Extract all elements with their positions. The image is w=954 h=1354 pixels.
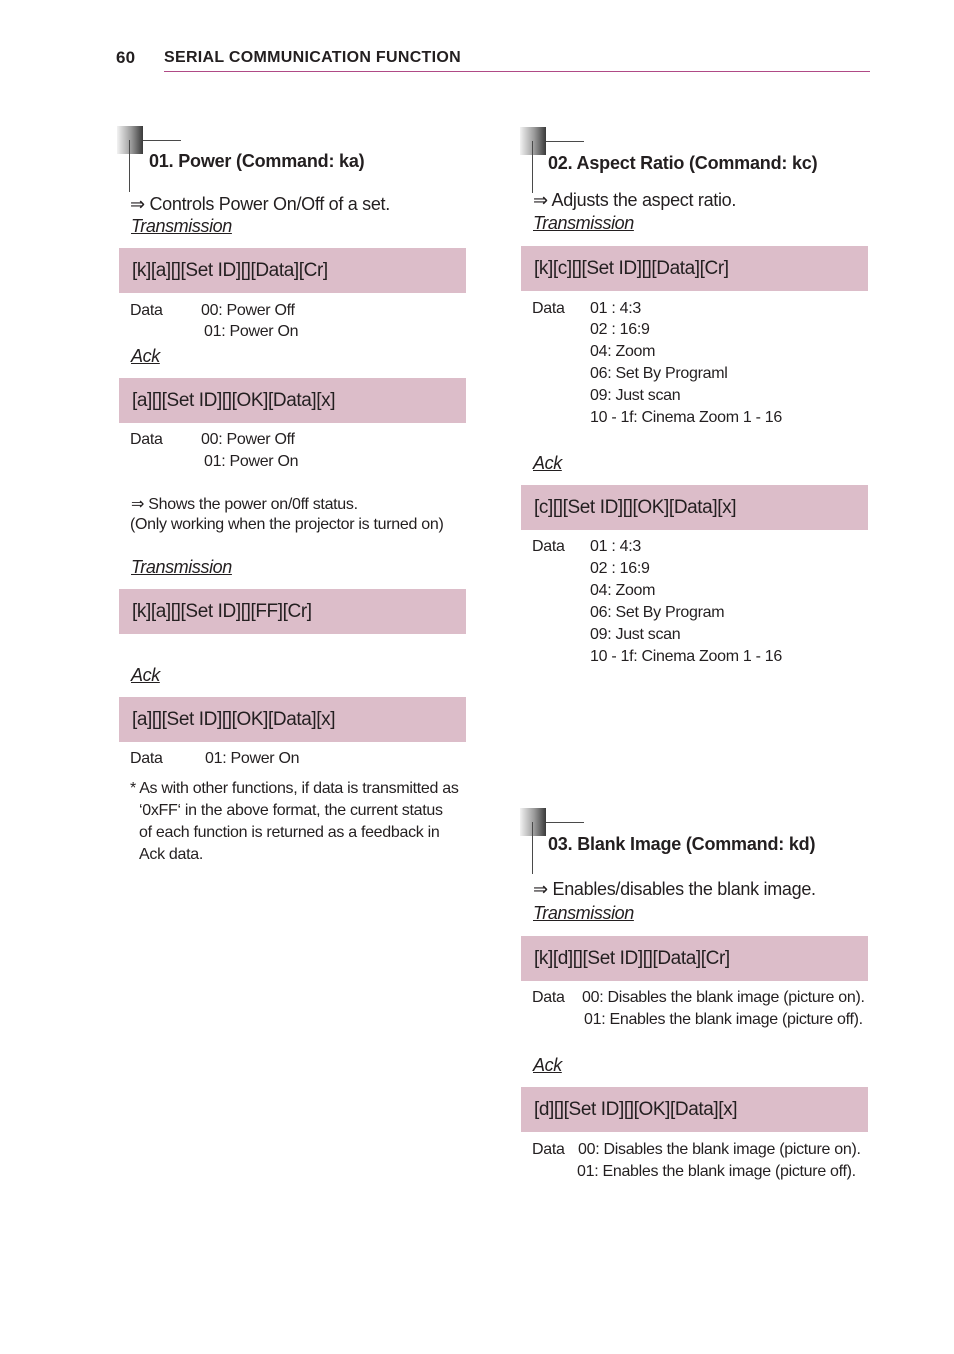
data-value: 01: Enables the blank image (picture off). [577,1163,856,1180]
transmission-label: Transmission [533,903,634,923]
data-label: Data [532,538,565,555]
section-title-blank-image: 03. Blank Image (Command: kd) [548,834,816,854]
transmission-label: Transmission [131,216,232,236]
ack-command: [d][][Set ID][][OK][Data][x] [521,1087,868,1132]
section-description: ⇒ Enables/disables the blank image. [533,879,816,899]
ack-command: [a][][Set ID][][OK][Data][x] [119,378,466,423]
data-label: Data [130,431,163,448]
data-value: 01: Power On [205,750,300,767]
data-value: 06: Set By Program [590,604,725,621]
footnote: ‘0xFF‘ in the above format, the current status [139,802,443,819]
data-label: Data [532,1141,565,1158]
ack-label: Ack [533,1055,562,1075]
section-description: ⇒ Controls Power On/Off of a set. [130,194,390,214]
data-value: 00: Disables the blank image (picture on). [582,989,865,1006]
data-value: 01 : 4:3 [590,538,641,555]
section-title-power: 01. Power (Command: ka) [149,151,365,171]
footnote: of each function is returned as a feedback in [139,824,440,841]
ack-label: Ack [131,346,160,366]
status-description: ⇒ Shows the power on/0ff status. [131,496,358,513]
transmission-command: [k][c][][Set ID][][Data][Cr] [521,246,868,291]
page-title: SERIAL COMMUNICATION FUNCTION [164,49,461,66]
ack-label: Ack [533,453,562,473]
transmission-command: [k][d][][Set ID][][Data][Cr] [521,936,868,981]
data-label: Data [532,989,565,1006]
data-value: 01: Power On [204,453,299,470]
data-value: 01: Enables the blank image (picture off). [584,1011,863,1028]
data-value: 02 : 16:9 [590,321,650,338]
transmission-label: Transmission [131,557,232,577]
transmission-command: [k][a][][Set ID][][Data][Cr] [119,248,466,293]
section-title-aspect-ratio: 02. Aspect Ratio (Command: kc) [548,153,818,173]
data-value: 04: Zoom [590,343,656,360]
section-description: ⇒ Adjusts the aspect ratio. [533,190,737,210]
data-value: 10 - 1f: Cinema Zoom 1 - 16 [590,409,782,426]
data-value: 09: Just scan [590,626,681,643]
data-label: Data [130,750,163,767]
data-value: 06: Set By Programl [590,365,728,382]
data-value: 00: Power Off [201,302,295,319]
transmission-label: Transmission [533,213,634,233]
data-label: Data [130,302,163,319]
data-value: 09: Just scan [590,387,681,404]
data-value: 02 : 16:9 [590,560,650,577]
status-note: (Only working when the projector is turned on) [130,516,444,533]
transmission-command: [k][a][][Set ID][][FF][Cr] [119,589,466,634]
data-value: 01: Power On [204,323,299,340]
header-rule [164,71,870,72]
ack-command: [a][][Set ID][][OK][Data][x] [119,697,466,742]
data-value: 04: Zoom [590,582,656,599]
data-value: 01 : 4:3 [590,300,641,317]
ack-label: Ack [131,665,160,685]
data-value: 00: Disables the blank image (picture on). [578,1141,861,1158]
data-value: 10 - 1f: Cinema Zoom 1 - 16 [590,648,782,665]
ack-command: [c][][Set ID][][OK][Data][x] [521,485,868,530]
data-label: Data [532,300,565,317]
footnote: Ack data. [139,846,204,863]
data-value: 00: Power Off [201,431,295,448]
page-number: 60 [116,48,136,67]
footnote: * As with other functions, if data is transmitted as [130,780,459,797]
